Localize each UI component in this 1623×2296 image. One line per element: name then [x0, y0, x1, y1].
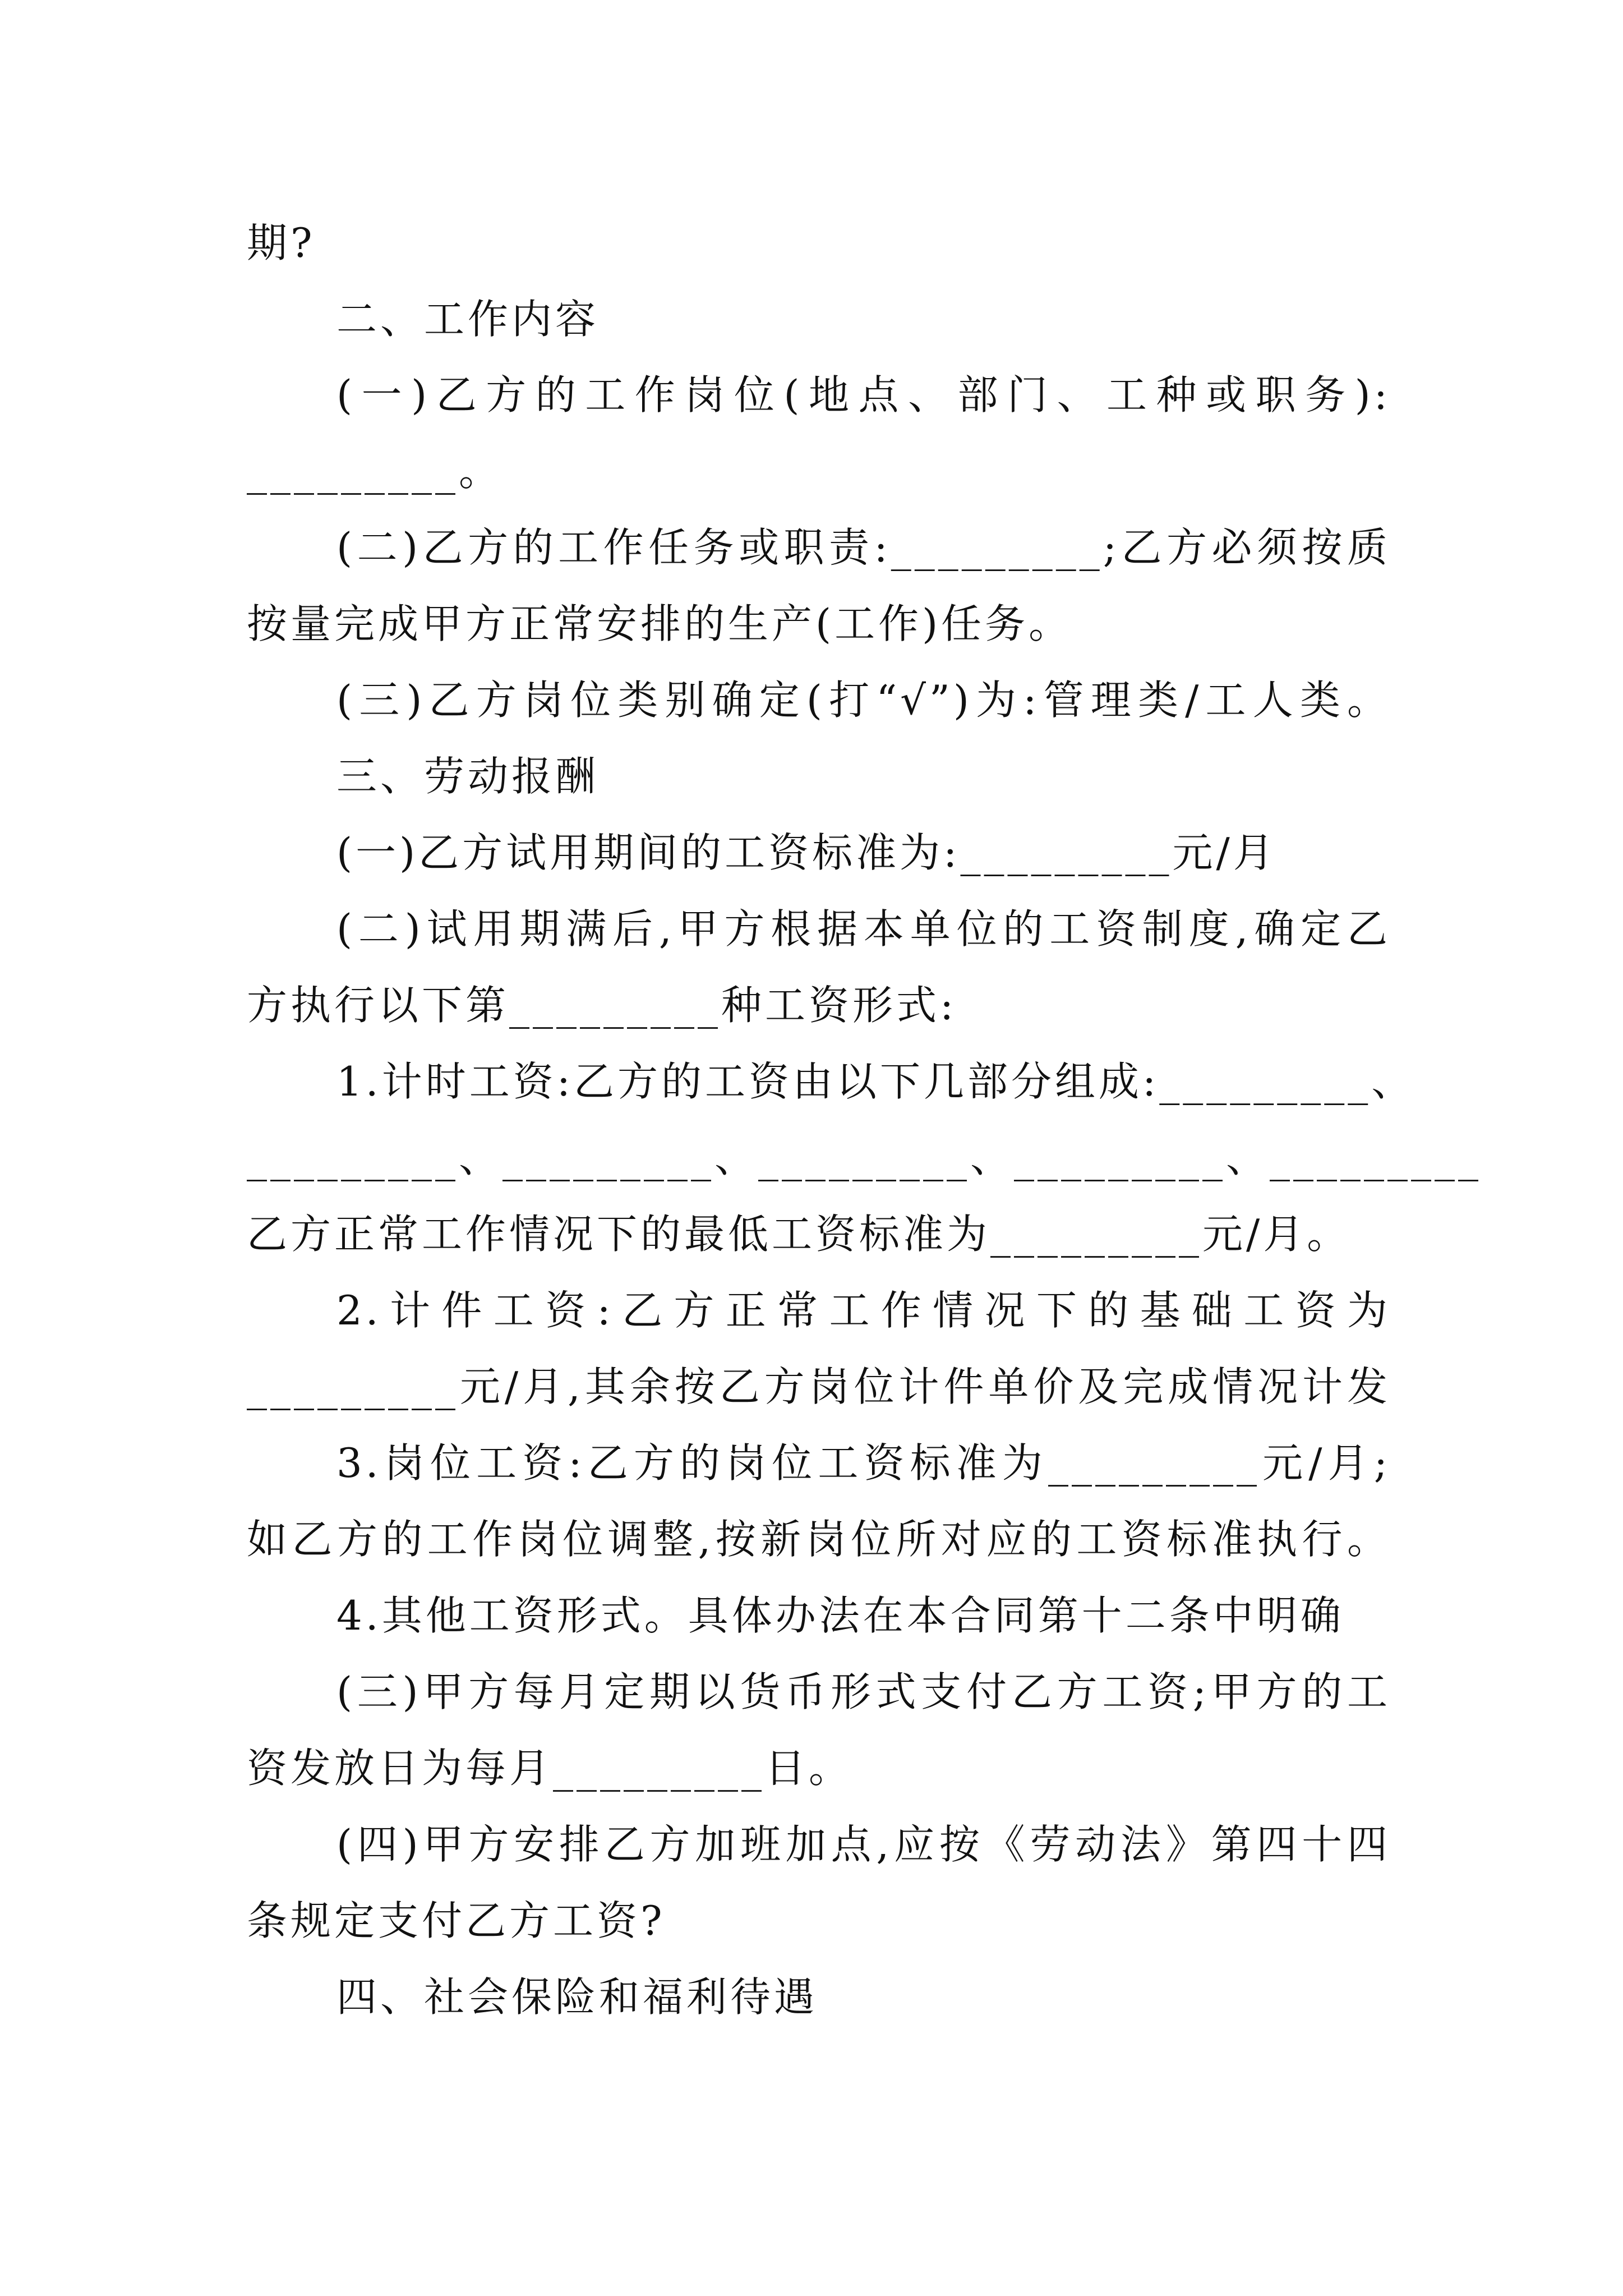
section-heading: 三、劳动报酬	[336, 753, 600, 800]
text-line: (四)甲方安排乙方加班加点,应按《劳动法》第四十四	[336, 1821, 1391, 1868]
text-line: 按量完成甲方正常安排的生产(工作)任务。	[247, 600, 1073, 647]
text-line: _________元/月,其余按乙方岗位计件单价及完成情况计发	[247, 1363, 1391, 1410]
text-line: (三)甲方每月定期以货币形式支付乙方工资;甲方的工	[336, 1668, 1391, 1715]
text-line: (三)乙方岗位类别确定(打“√”)为:管理类/工人类。	[336, 677, 1391, 724]
text-line: (二)试用期满后,甲方根据本单位的工资制度,确定乙	[336, 905, 1391, 953]
text-line: 4.其他工资形式。具体办法在本合同第十二条中明确	[336, 1592, 1344, 1639]
text-line: (一)乙方的工作岗位(地点、部门、工种或职务):	[336, 371, 1391, 418]
text-line: 乙方正常工作情况下的最低工资标准为_________元/月。	[247, 1211, 1351, 1258]
text-line: (二)乙方的工作任务或职责:_________;乙方必须按质	[336, 524, 1391, 571]
text-line: 期?	[247, 219, 316, 266]
text-line: 3.岗位工资:乙方的岗位工资标准为_________元/月;	[336, 1439, 1391, 1487]
text-line: 如乙方的工作岗位调整,按新岗位所对应的工资标准执行。	[247, 1516, 1391, 1563]
text-line: 条规定支付乙方工资?	[247, 1897, 666, 1944]
text-line: _________、_________、_________、_________、_________	[247, 1134, 1482, 1181]
text-line: 方执行以下第_________种工资形式:	[247, 982, 957, 1029]
text-line: 资发放日为每月_________日。	[247, 1745, 853, 1792]
text-line: _________。	[247, 448, 503, 495]
text-line: 2.计件工资:乙方正常工作情况下的基础工资为	[336, 1287, 1391, 1334]
section-heading: 四、社会保险和福利待遇	[336, 1973, 818, 2021]
section-heading: 二、工作内容	[336, 296, 600, 343]
text-line: (一)乙方试用期间的工资标准为:_________元/月	[336, 829, 1277, 876]
text-line: 1.计时工资:乙方的工资由以下几部分组成:_________、	[336, 1058, 1415, 1105]
